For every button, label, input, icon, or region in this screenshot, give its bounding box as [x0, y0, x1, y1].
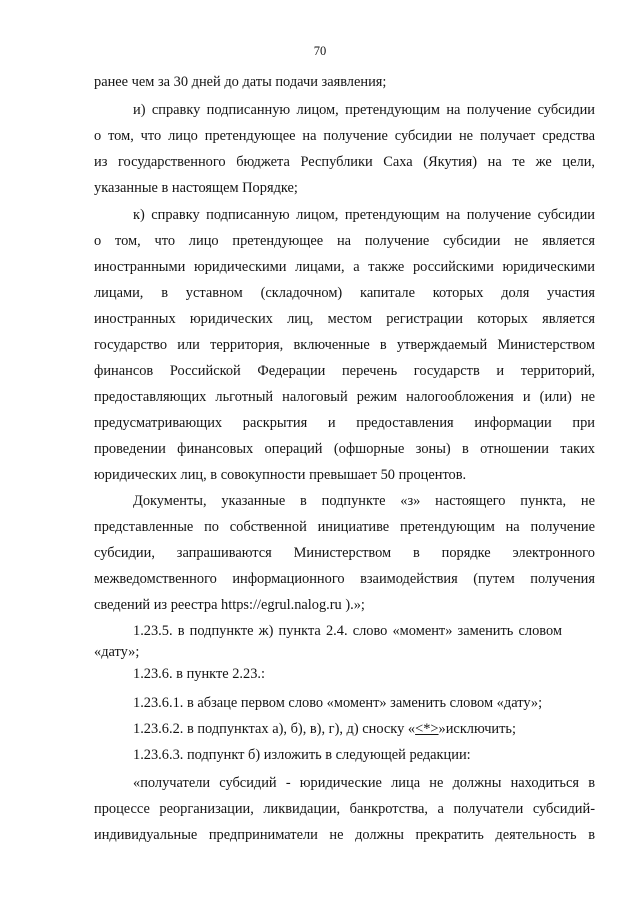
text-span: »исключить;	[438, 721, 516, 737]
text-line: о том, что лицо претендующее на получение субсидии не получает средства	[94, 128, 595, 144]
text-line: из государственного бюджета Республики Саха (Якутия) на те же цели,	[94, 154, 595, 170]
text-line: предусматривающих раскрытия и предоставления информации при	[94, 415, 595, 431]
text-line: государство или территория, включенные в утверждаемый Министерством	[94, 337, 595, 353]
text-line: субсидии, запрашиваются Министерством в порядке электронного	[94, 545, 595, 561]
text-line: к) справку подписанную лицом, претендующим на получение субсидии	[133, 207, 595, 223]
text-line: лицами, в уставном (складочном) капитале которых доля участия	[94, 285, 595, 301]
text-line: и) справку подписанную лицом, претендующим на получение субсидии	[133, 102, 595, 118]
text-line: индивидуальные предприниматели не должны прекратить деятельность в	[94, 827, 595, 843]
text-line: Документы, указанные в подпункте «з» настоящего пункта, не	[133, 493, 595, 509]
text-line: 1.23.5. в подпункте ж) пункта 2.4. слово «момент» заменить словом	[133, 623, 562, 639]
text-line: сведений из реестра https://egrul.nalog.ru ).»;	[94, 597, 365, 613]
page-number: 70	[313, 44, 327, 58]
text-line: финансов Российской Федерации перечень государств и территорий,	[94, 363, 595, 379]
text-line	[133, 720, 516, 738]
text-line: юридических лиц, в совокупности превышает 50 процентов.	[94, 467, 467, 483]
text-line: 1.23.6.3. подпункт б) изложить в следующей редакции:	[133, 747, 471, 763]
text-line: иностранных юридических лиц, местом регистрации которых является	[94, 311, 595, 327]
text-line: межведомственного информационного взаимодействия (путем получения	[94, 571, 595, 587]
text-line: представленные по собственной инициативе претендующим на получение	[94, 519, 595, 535]
text-line: «получатели субсидий - юридические лица не должны находиться в	[133, 775, 595, 791]
footnote-marker: <*>	[415, 721, 439, 737]
text-line: проведении финансовых операций (офшорные зоны) в отношении таких	[94, 441, 595, 457]
text-line: ранее чем за 30 дней до даты подачи заявления;	[94, 74, 387, 90]
text-line: указанные в настоящем Порядке;	[94, 180, 298, 196]
text-line: «дату»;	[94, 644, 140, 660]
text-line: иностранными юридическими лицами, а также российскими юридическими	[94, 259, 595, 275]
text-line: 1.23.6. в пункте 2.23.:	[133, 666, 266, 682]
text-line: процессе реорганизации, ликвидации, банкротства, а получатели субсидий-	[94, 801, 595, 817]
text-line: 1.23.6.1. в абзаце первом слово «момент» заменить словом «дату»;	[133, 695, 543, 711]
text-span: 1.23.6.2. в подпунктах а), б), в), г), д) сноску «	[133, 721, 416, 737]
text-line: предоставляющих льготный налоговый режим налогообложения и (или) не	[94, 389, 595, 405]
text-line: о том, что лицо претендующее на получение субсидии не является	[94, 233, 595, 249]
